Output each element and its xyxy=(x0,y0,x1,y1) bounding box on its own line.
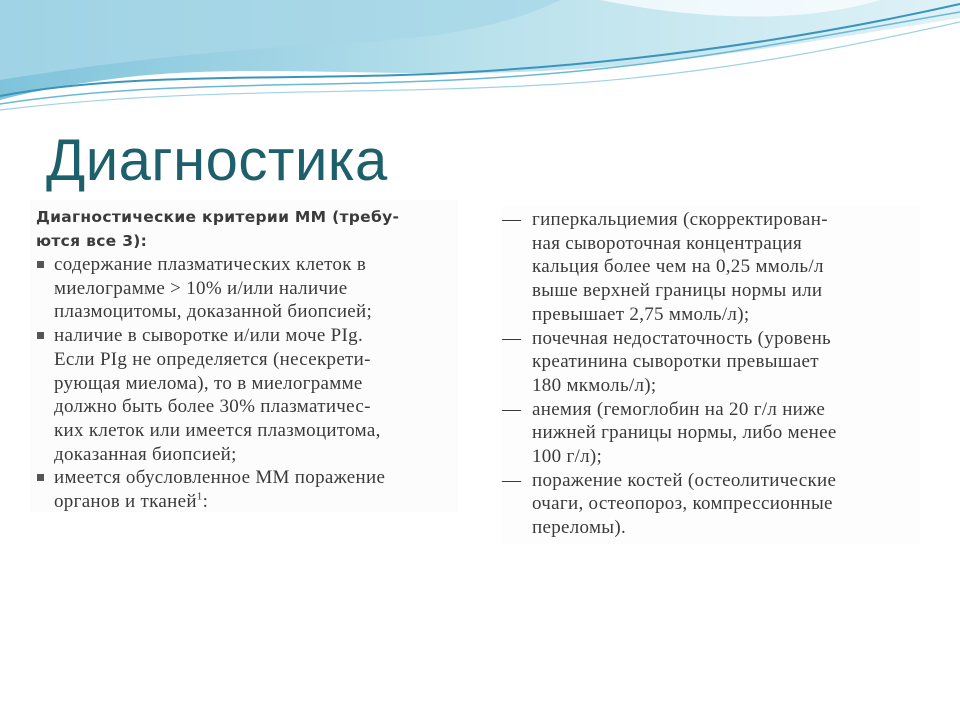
organ-damage-criteria-block xyxy=(502,206,920,544)
organ-damage-text-line: кальция более чем на 0,25 ммоль/л xyxy=(532,256,824,278)
criteria-heading-line: ются все 3): xyxy=(36,231,148,250)
organ-damage-text-line: нижней границы нормы, либо менее xyxy=(532,422,837,444)
criteria-text-line: имеется обусловленное ММ поражение xyxy=(54,467,386,489)
organ-damage-text-line: почечная недостаточность (уровень xyxy=(532,327,832,349)
em-dash-marker: — xyxy=(502,398,521,420)
organ-damage-text-line: анемия (гемоглобин на 20 г/л ниже xyxy=(532,398,826,420)
criteria-text-line: доказанная биопсией; xyxy=(54,443,237,465)
footnote-marker: 1 xyxy=(196,490,203,503)
organ-damage-text-line: выше верхней границы нормы или xyxy=(532,280,823,302)
square-bullet-icon xyxy=(37,261,44,268)
em-dash-marker: — xyxy=(502,327,521,349)
criteria-text-line: плазмоцитомы, доказанной биопсией; xyxy=(54,301,373,323)
criteria-text-line: рующая миелома), то в миелограмме xyxy=(54,372,363,394)
criteria-text-line: ких клеток или имеется плазмоцитома, xyxy=(54,419,381,441)
organ-damage-item xyxy=(502,398,918,469)
square-bullet-icon xyxy=(37,474,44,481)
organ-damage-text-line: гиперкальциемия (скорректирован- xyxy=(532,209,828,230)
square-bullet-icon xyxy=(37,332,44,339)
organ-damage-text-line: поражение костей (остеолитические xyxy=(532,469,837,491)
criteria-text-tail: : xyxy=(202,491,209,513)
criteria-text-line: Если PIg не определяется (несекрети- xyxy=(54,348,371,370)
criteria-item xyxy=(36,253,454,324)
organ-damage-text-line: креатинина сыворотки превышает xyxy=(532,351,819,373)
criteria-text-line: наличие в сыворотке и/или моче PIg. xyxy=(54,325,364,347)
criteria-text-fragment: органов и тканей xyxy=(54,491,197,513)
organ-damage-item xyxy=(502,469,918,540)
organ-damage-text-line: переломы). xyxy=(532,517,627,539)
diagnostic-criteria-block xyxy=(30,200,458,512)
criteria-item xyxy=(36,324,454,466)
criteria-heading-line: Диагностические критерии ММ (требу- xyxy=(36,208,400,226)
em-dash-marker: — xyxy=(502,209,521,230)
criteria-item xyxy=(36,466,454,513)
em-dash-marker: — xyxy=(502,469,521,491)
organ-damage-text-line: 180 мкмоль/л); xyxy=(532,374,657,396)
criteria-text-line: должно быть более 30% плазматичес- xyxy=(54,396,371,418)
organ-damage-text-line: превышает 2,75 ммоль/л); xyxy=(532,303,750,325)
criteria-heading xyxy=(36,206,454,253)
criteria-text-line: миелограмме > 10% и/или наличие xyxy=(54,277,348,299)
organ-damage-text-line: 100 г/л); xyxy=(532,446,603,468)
organ-damage-item xyxy=(502,208,918,327)
wave-header-decoration xyxy=(0,0,960,120)
organ-damage-text-line: очаги, остеопороз, компрессионные xyxy=(532,493,833,515)
criteria-text-line xyxy=(54,490,454,514)
slide-title: Диагностика xyxy=(46,128,388,193)
organ-damage-text-line: ная сывороточная концентрация xyxy=(532,232,803,254)
criteria-text-line: содержание плазматических клеток в xyxy=(54,254,367,275)
organ-damage-item xyxy=(502,327,918,398)
